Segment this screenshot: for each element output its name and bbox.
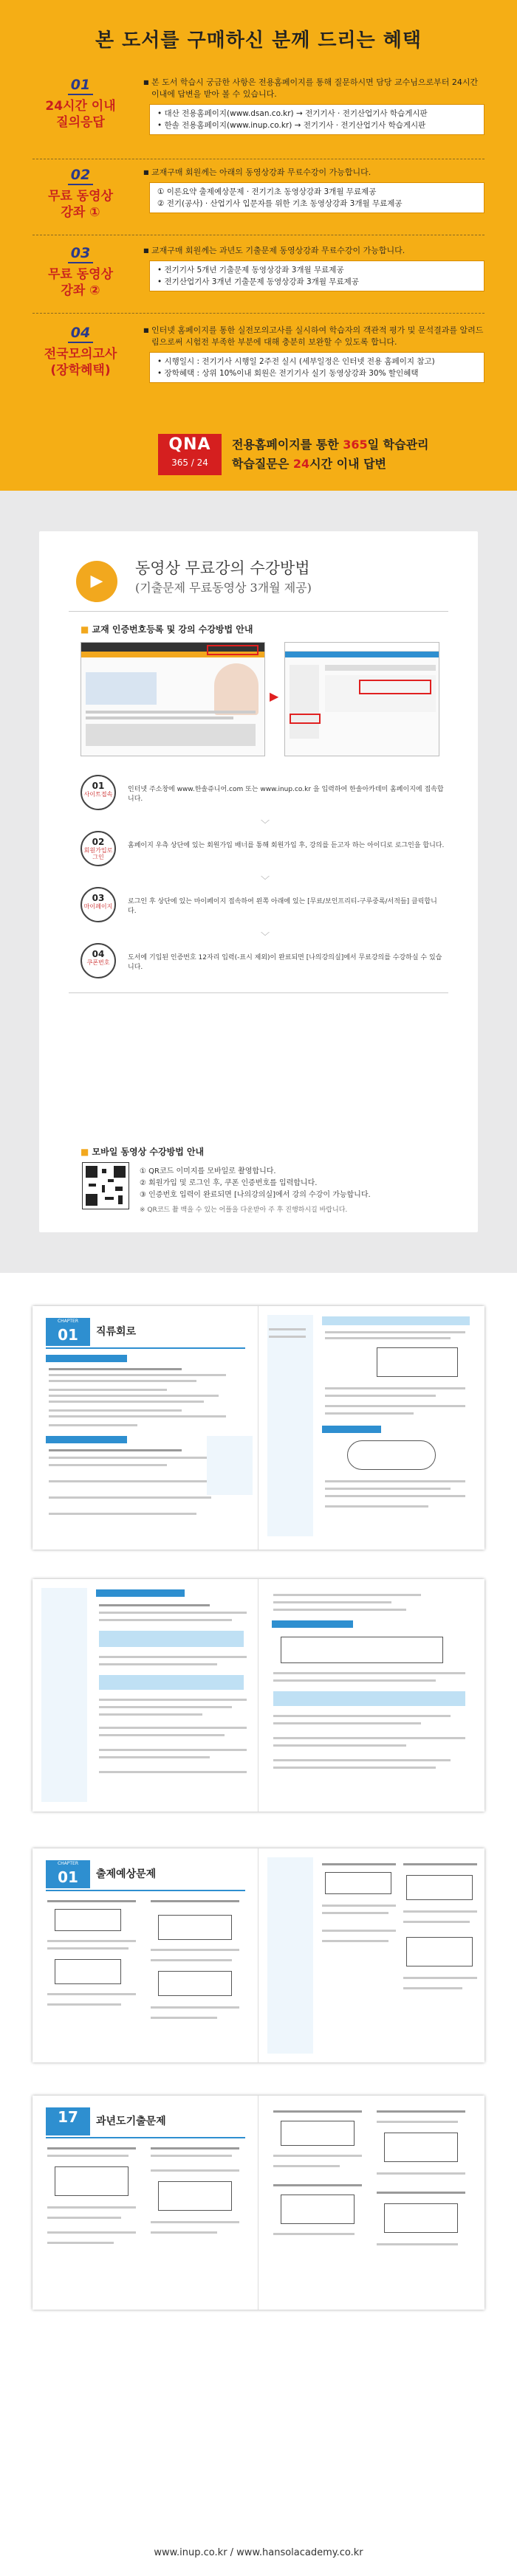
video-guide-card xyxy=(39,531,478,1232)
benefit-number: 03 xyxy=(68,245,93,263)
benefit-description: ■ 인터넷 홈페이지를 통한 실전모의고사를 실시하여 학습자의 객관적 평가 및 문석결과를 알려드림으로써 시험전 부족한 부분에 대해 충분히 보완할 수 있도록 합니다. xyxy=(143,325,485,348)
benefit-title: 무료 동영상 강좌 ② xyxy=(47,267,114,298)
chapter-title: 과년도기출문제 xyxy=(96,2116,166,2127)
benefit-item-video-1 xyxy=(32,167,485,233)
chapter-badge: CHAPTER 01 xyxy=(46,1318,90,1346)
benefit-detail-box: • 시행일시 : 전기기사 시행일 2주전 실시 (세부일정은 인터넷 전용 홈페이지 참고) • 장학혜택 : 상위 10%이내 회원은 전기기사 실기 동영상강좌 30% 할인혜택 xyxy=(149,352,485,383)
benefit-item-qna xyxy=(32,77,485,158)
homepage-screenshot xyxy=(81,642,265,756)
mypage-screenshot xyxy=(284,642,439,756)
sample-spread-3 xyxy=(32,1848,485,2062)
guide-title: 동영상 무료강의 수강방법 xyxy=(135,559,310,577)
benefit-description: ■ 교재구매 회원께는 아래의 동영상강좌 무료수강이 가능합니다. xyxy=(143,167,485,179)
benefit-detail-box: ① 이론요약 출제예상문제 · 전기기초 동영상강좌 3개월 무료제공 ② 전기(공사) · 산업기사 입문자를 위한 기초 동영상강좌 3개월 무료제공 xyxy=(149,182,485,213)
benefit-description: ■ 본 도서 학습시 궁금한 사항은 전용홈페이지를 통해 질문하시면 담당 교수님으로부터 24시간 이내에 답변을 받아 볼 수 있습니다. xyxy=(143,77,485,100)
chapter-badge: CHAPTER 01 xyxy=(46,1860,90,1888)
chapter-title: 직류회로 xyxy=(96,1326,137,1338)
video-play-icon: ▶ xyxy=(76,561,117,602)
benefit-title: 24시간 이내 질의응답 xyxy=(45,99,116,130)
benefit-detail-box: • 전기기사 5개년 기출문제 동영상강좌 3개월 무료제공 • 전기산업기사 3개년 기출문제 동영상강좌 3개월 무료제공 xyxy=(149,260,485,291)
guide-subtitle: (기출문제 무료동영상 3개월 제공) xyxy=(135,581,312,595)
section-heading: ■ 모바일 동영상 수강방법 안내 xyxy=(81,1145,204,1158)
benefit-description: ■ 교재구매 회원께는 과년도 기출문제 동영상강좌 무료수강이 가능합니다. xyxy=(143,245,485,257)
video-guide-section xyxy=(0,491,517,1273)
mobile-guide-list: ① QR코드 이미지를 모바일로 촬영합니다. ② 회원가입 및 로그인 후, 쿠폰 인증번호를 입력합니다. ③ 인증번호 입력이 완료되면 [나의강의실]에서 강의 수강이 가능합니다. ※ QR코드 촬 백을 수 있는 어플을 다운받아 주 후 진행하시길 바랍니다. xyxy=(140,1167,371,1214)
chapter-title: 출제예상문제 xyxy=(96,1868,157,1880)
qr-code[interactable] xyxy=(82,1162,129,1209)
divider xyxy=(32,313,485,314)
benefit-item-video-2 xyxy=(32,245,485,311)
step-3-mypage: 03 마이페이지 로그인 후 상단에 있는 마이페이지 접속하여 왼쪽 아래에 있는 [무료/보인프리티-구루중록/서적들] 클릭합니다. xyxy=(81,887,442,924)
chevron-down-icon: ﹀ xyxy=(261,875,270,885)
benefit-number: 04 xyxy=(68,325,93,343)
benefit-detail-box: • 대산 전용홈페이지(www.dsan.co.kr) → 전기기사 · 전기산업기사 학습게시판 • 한솔 전용홈페이지(www.inup.co.kr) → 전기기사 · 전기산업기사 학습게시판 xyxy=(149,104,485,135)
arrow-right-icon: ▶ xyxy=(270,689,279,703)
step-4-coupon: 04 쿠폰번호 도서에 기입된 인증번호 12자리 입력(-표시 제외)이 완료되면 [나의강의실]에서 무료강의를 수강하실 수 있습니다. xyxy=(81,943,442,980)
chevron-down-icon: ﹀ xyxy=(261,819,270,829)
benefit-number: 02 xyxy=(68,167,93,185)
qna-badge: QNA 365 / 24 xyxy=(158,434,222,475)
benefits-heading: 본 도서를 구매하신 분께 드리는 혜택 xyxy=(95,30,422,52)
footer-url[interactable]: www.inup.co.kr / www.hansolacademy.co.kr xyxy=(154,2547,363,2558)
sample-spread-4 xyxy=(32,2096,485,2310)
benefit-item-mock-exam xyxy=(32,325,485,413)
sample-spread-1 xyxy=(32,1306,485,1550)
benefit-title: 전국모의고사 (장학혜택) xyxy=(44,347,117,378)
step-2-login: 02 회원가입로그인 홈페이지 우측 상단에 있는 회원가입 배너를 통해 회원가입 후, 강의를 듣고자 하는 아이디로 로그인을 합니다. xyxy=(81,831,442,868)
benefit-title: 무료 동영상 강좌 ① xyxy=(47,189,114,220)
benefit-number: 01 xyxy=(68,77,93,95)
divider xyxy=(69,992,448,993)
qna-tagline: 전용홈페이지를 통한 365일 학습관리 학습질문은 24시간 이내 답변 xyxy=(232,438,429,471)
benefits-section xyxy=(0,0,517,491)
divider xyxy=(69,611,448,612)
step-1-site-access: 01 사이트접속 인터넷 주소창에 www.한솔쥬니어.com 또는 www.inup.co.kr 을 입력하여 한솔아카데미 홈페이지에 접속합니다. xyxy=(81,775,442,812)
chevron-down-icon: ﹀ xyxy=(261,931,270,942)
section-heading: ■ 교재 인증번호등록 및 강의 수강방법 안내 xyxy=(81,623,253,635)
sample-spread-2 xyxy=(32,1579,485,1812)
chapter-badge: 17 xyxy=(46,2107,90,2135)
